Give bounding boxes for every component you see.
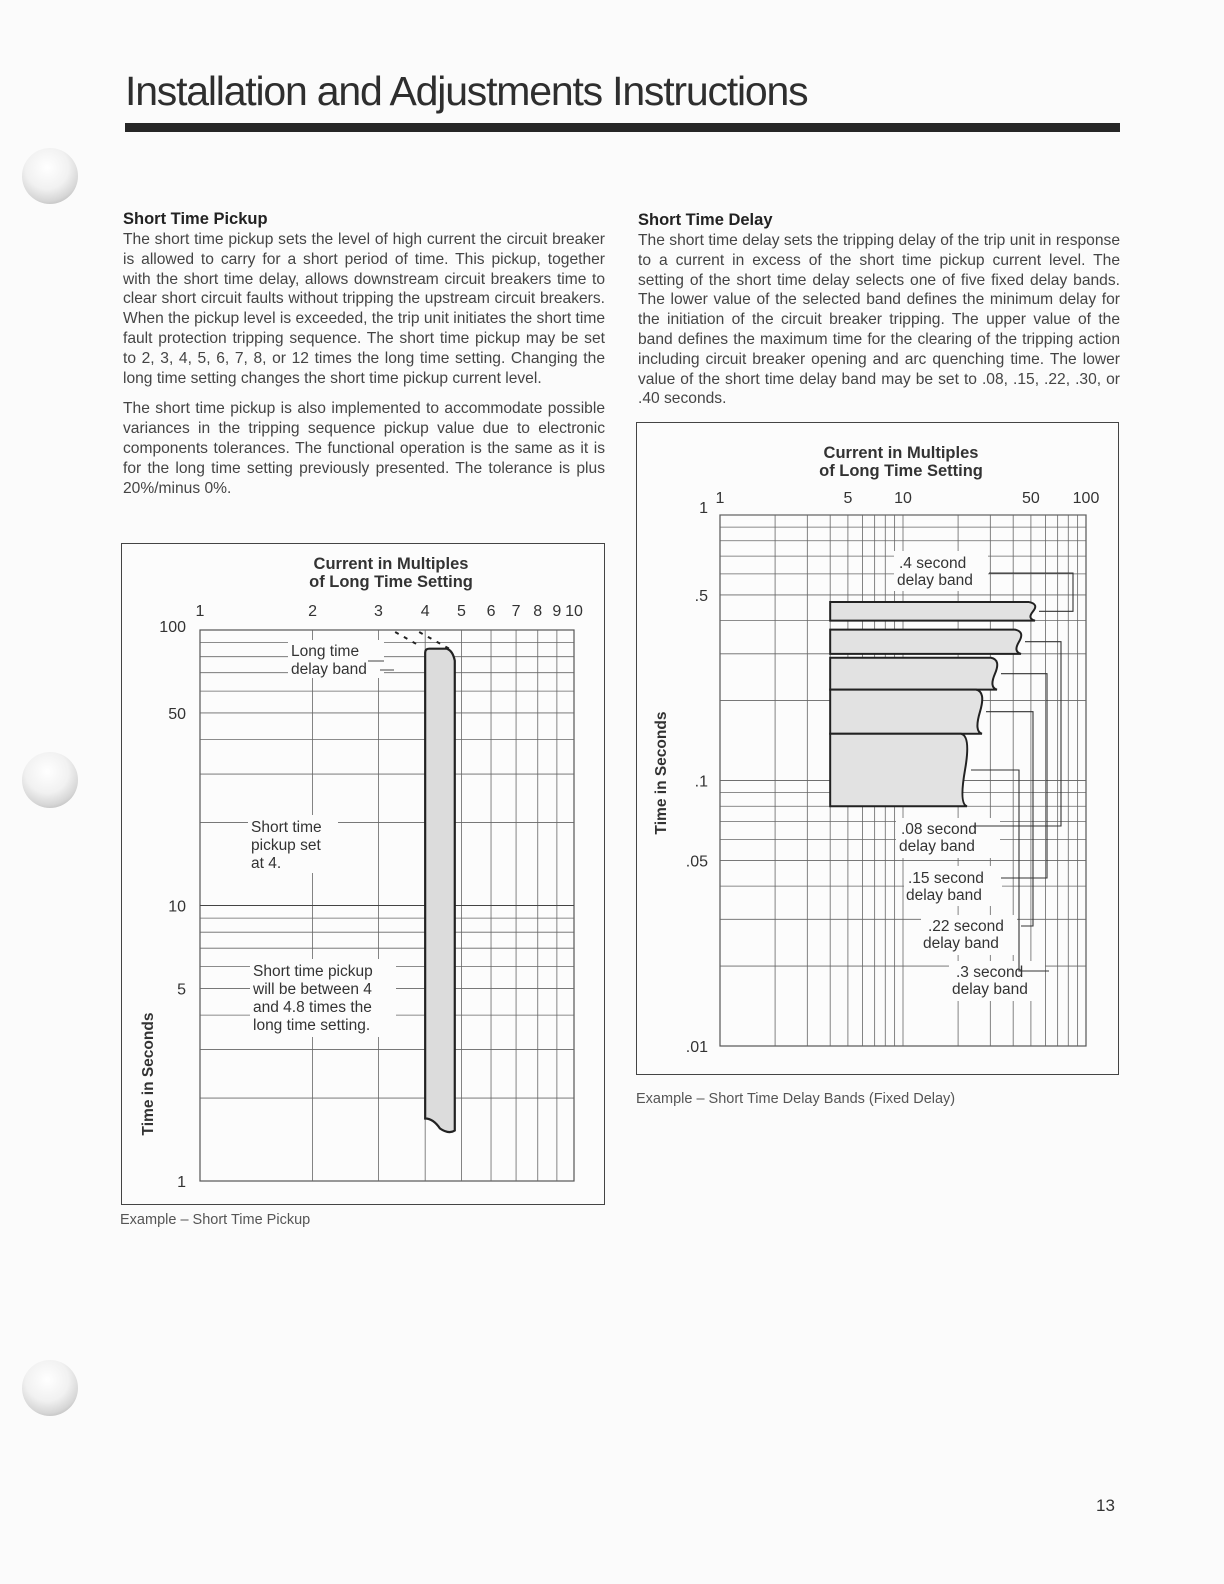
annotation-between-line-4: long time setting. [253, 1017, 371, 1034]
binder-hole-bottom [22, 1360, 78, 1416]
y-tick-label: 1 [177, 1174, 186, 1191]
label-band-08-line-1: .08 second [901, 821, 977, 838]
paragraph: The short time delay sets the tripping delay of the trip unit in response to a current in excess of the short time pickup current level. The setting of the short time delay selects one of five fixed delay bands. The lower value of the selected band defines the minimum delay for the initiation of the circuit breaker tripping. The upper value of the band defines the maximum time for the clearing of the tripping action including circuit breaker opening and arc quenching time. The lower value of the short time delay band may be set to .08, .15, .22, .30, or .40 seconds. [638, 232, 1120, 408]
binder-hole-middle [22, 752, 78, 808]
left-column [123, 210, 605, 509]
x-tick-label: 5 [843, 490, 853, 507]
x-tick-label: 3 [373, 603, 383, 620]
y-tick-label: .01 [685, 1039, 708, 1056]
chart-short-time-delay-bands [636, 422, 1119, 1075]
x-tick-label: 9 [552, 603, 562, 620]
binder-hole-top [22, 148, 78, 204]
label-band-22-line-1: .22 second [928, 918, 1004, 935]
y-axis-label: Time in Seconds [140, 1012, 157, 1136]
y-tick-label: 50 [168, 705, 186, 723]
long-time-band-edge [395, 632, 421, 647]
right-column [638, 211, 1120, 420]
label-band-3-line-1: .3 second [956, 964, 1024, 981]
y-axis-label: Time in Seconds [653, 711, 670, 835]
chart-title-line-2: of Long Time Setting [819, 462, 983, 480]
label-band-3-line-2: delay band [952, 981, 1028, 998]
delay-band [830, 630, 1021, 654]
y-tick-label: .05 [685, 853, 708, 871]
y-tick-label: 100 [159, 619, 186, 636]
annotation-between-line-2: will be between 4 [253, 981, 372, 998]
label-band-04-line-2: delay band [897, 572, 973, 589]
chart-short-time-pickup-svg [122, 544, 604, 1204]
page-number: 13 [1096, 1496, 1115, 1515]
y-tick-label: .1 [694, 773, 708, 791]
caption-short-time-pickup: Example – Short Time Pickup [120, 1212, 311, 1228]
y-tick-label: 1 [699, 500, 708, 517]
caption-short-time-delay-bands: Example – Short Time Delay Bands (Fixed Delay) [636, 1091, 956, 1107]
x-tick-label: 10 [565, 603, 583, 620]
band-leader-line [1001, 674, 1047, 878]
paragraph: The short time pickup is also implemented to accommodate possible variances in the tripping sequence pickup value due to electronic components tolerances. The functional operation is the same as it is for the long time setting previously presented. The tolerance is plus 20%/minus 0%. [123, 400, 605, 497]
delay-band [830, 602, 1035, 621]
y-tick-label: 5 [177, 981, 186, 999]
x-tick-label: 1 [715, 490, 725, 507]
label-band-15-line-1: .15 second [908, 870, 984, 887]
chart-title-line-1: Current in Multiples [313, 555, 469, 573]
annotation-pickup-set-line-1: Short time [251, 819, 322, 836]
page-title: Installation and Adjustments Instructions [125, 68, 808, 114]
label-band-15-line-2: delay band [906, 887, 982, 904]
annotation-between-line-3: and 4.8 times the [253, 999, 372, 1016]
chart-title-line-1: Current in Multiples [823, 444, 979, 462]
annotation-long-time-line-2: delay band [291, 661, 367, 678]
annotation-long-time-line-1: Long time [291, 643, 360, 660]
paragraph: The short time pickup sets the level of high current the circuit breaker is allowed to carry for a short period of time. This pickup, together with the short time delay, allows downstream circuit breakers time to clear short circuit faults without tripping the upstream circuit breakers. When the pickup level is exceeded, the trip unit initiates the short time fault protection tripping sequence. The short time pickup may be set to 2, 3, 4, 5, 6, 7, 8, or 12 times the long time setting. Changing the long time setting changes the short time pickup current level. [123, 231, 605, 387]
annotation-pickup-set-line-2: pickup set [251, 837, 321, 854]
x-tick-label: 10 [894, 490, 912, 507]
section-heading-short-time-delay: Short Time Delay [638, 211, 773, 229]
title-rule [125, 123, 1120, 132]
annotation-between-line-1: Short time pickup [253, 963, 373, 980]
delay-band [830, 658, 997, 690]
x-tick-label: 8 [533, 603, 543, 620]
chart-short-time-delay-svg [637, 423, 1118, 1074]
x-tick-label: 5 [456, 603, 466, 620]
delay-band [830, 690, 982, 734]
x-tick-label: 1 [195, 603, 205, 620]
label-band-08-line-2: delay band [899, 838, 975, 855]
chart-title-line-2: of Long Time Setting [309, 573, 473, 591]
y-tick-label: .5 [694, 587, 708, 605]
x-tick-label: 7 [511, 603, 521, 620]
x-tick-label: 6 [486, 603, 496, 620]
y-tick-label: 10 [168, 898, 186, 916]
section-heading-short-time-pickup: Short Time Pickup [123, 210, 268, 228]
label-band-04-line-1: .4 second [899, 555, 967, 572]
label-band-22-line-2: delay band [923, 935, 999, 952]
x-tick-label: 2 [308, 603, 318, 620]
x-tick-label: 100 [1072, 490, 1100, 507]
chart-short-time-pickup [121, 543, 605, 1205]
x-tick-label: 50 [1022, 490, 1040, 507]
annotation-pickup-set-line-3: at 4. [251, 855, 282, 872]
pickup-band [425, 649, 455, 1132]
x-tick-label: 4 [420, 603, 430, 620]
delay-band [830, 734, 967, 806]
